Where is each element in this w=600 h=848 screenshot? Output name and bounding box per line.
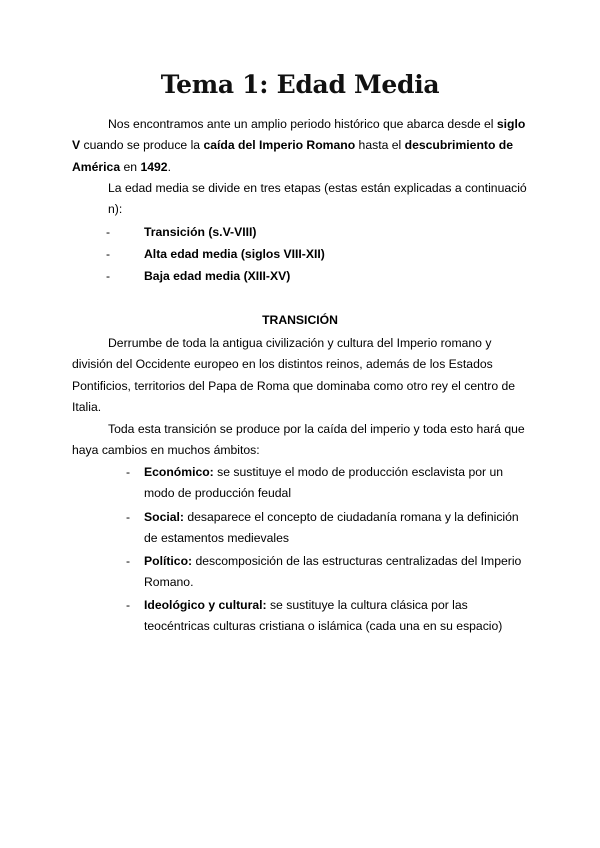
stage-label: Baja edad media (XIII-XV) — [144, 269, 291, 283]
list-dash: - — [126, 465, 131, 479]
ambit-text: se sustituye la cultura clásica por las teocéntricas culturas cristiana o islámica (cada una en su espacio) — [144, 598, 503, 634]
intro-bold: descubrimiento de América — [72, 138, 513, 174]
transition-paragraph-1: Derrumbe de toda la antigua civilización y cultura del Imperio romano y división del Occidente europeo en los distintos reinos, además de los Estados Pontificios, territorios del Papa de Roma que dominaba como otro rey el centro de Italia. — [72, 336, 516, 414]
list-dash: - — [106, 225, 111, 239]
ambit-label: Social: — [144, 510, 184, 524]
ambit-label: Económico: — [144, 465, 214, 479]
intro-text: cuando se produce la — [80, 138, 204, 153]
stages-intro-paragraph: La edad media se divide en tres etapas (estas están explicadas a continuación): — [108, 181, 527, 217]
list-item — [108, 551, 528, 594]
intro-paragraph — [72, 114, 528, 178]
list-dash: - — [106, 269, 111, 283]
intro-bold: 1492 — [140, 159, 168, 174]
ambit-text: desaparece el concepto de ciudadanía romana y la definición de estamentos medievales — [144, 510, 519, 546]
intro-bold: siglo V — [72, 117, 526, 153]
intro-bold: caída del Imperio Romano — [203, 138, 356, 153]
list-item — [108, 595, 528, 638]
ambit-text: descomposición de las estructuras centralizadas del Imperio Romano. — [144, 554, 522, 590]
list-dash: - — [126, 554, 131, 568]
list-item — [108, 462, 528, 505]
list-dash: - — [126, 510, 131, 524]
stage-label: Alta edad media (siglos VIII-XII) — [144, 247, 325, 261]
ambit-text: se sustituye el modo de producción esclavista por un modo de producción feudal — [144, 465, 504, 501]
intro-text: Nos encontramos ante un amplio periodo histórico que abarca desde el — [108, 117, 497, 131]
intro-text: hasta el — [355, 138, 405, 153]
page-title: Tema 1: Edad Media — [160, 70, 440, 99]
list-dash: - — [126, 598, 131, 612]
stage-label: Transición (s.V-VIII) — [144, 225, 257, 239]
ambit-label: Político: — [144, 554, 193, 568]
list-dash: - — [106, 247, 111, 261]
list-item — [108, 507, 528, 550]
ambit-label: Ideológico y cultural: — [144, 598, 267, 612]
intro-text: . — [167, 159, 171, 174]
transition-paragraph-2: Toda esta transición se produce por la caída del imperio y toda esto hará que haya cambios en muchos ámbitos: — [72, 422, 525, 458]
intro-text: en — [120, 159, 141, 174]
section-heading: TRANSICIÓN — [262, 313, 338, 327]
